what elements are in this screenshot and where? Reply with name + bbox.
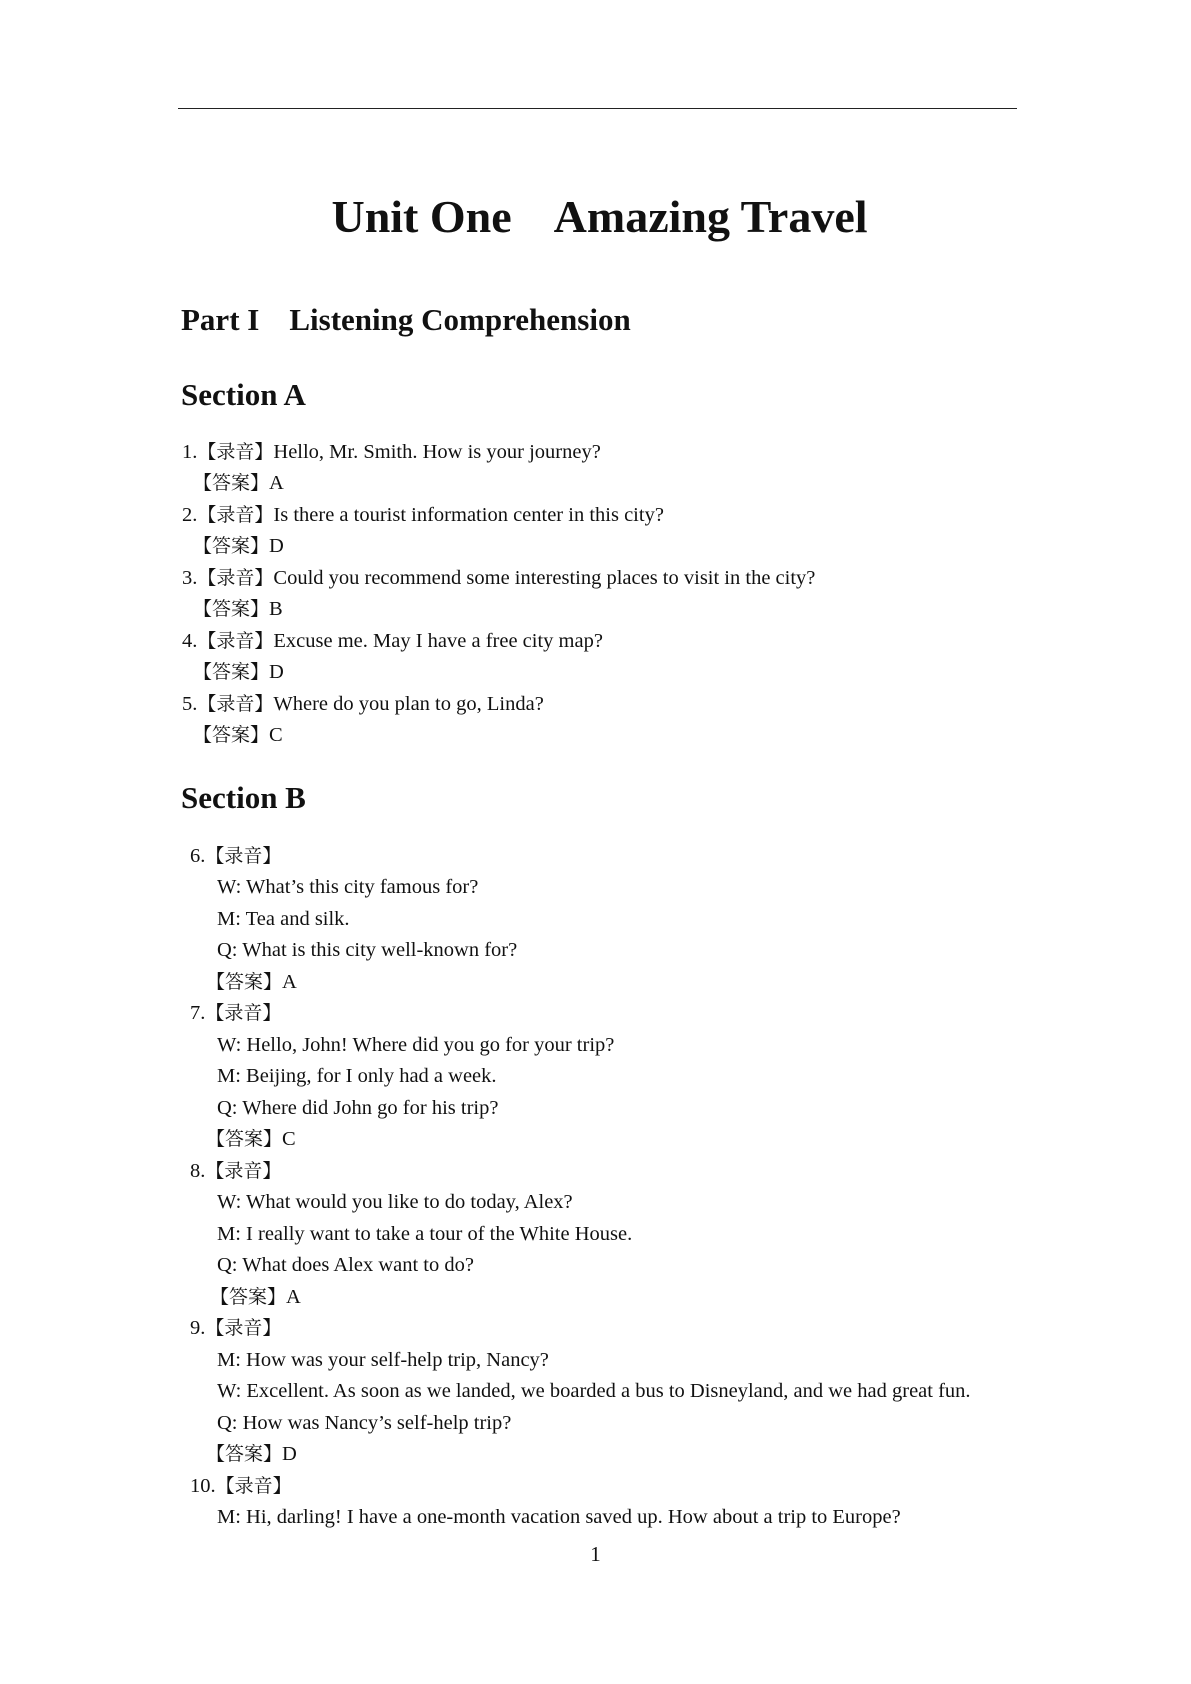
- item-4-recording: 4.【录音】Excuse me. May I have a free city map?: [182, 630, 603, 652]
- item-7-recording: 7.【录音】: [190, 1002, 282, 1024]
- item-10-line: M: Hi, darling! I have a one-month vacation saved up. How about a trip to Europe?: [217, 1506, 901, 1528]
- item-6-line: Q: What is this city well-known for?: [217, 939, 518, 961]
- section-a-title: Section A: [181, 377, 306, 412]
- item-6-line: W: What’s this city famous for?: [217, 876, 479, 898]
- item-9-line: W: Excellent. As soon as we landed, we boarded a bus to Disneyland, and we had great fun.: [217, 1380, 971, 1402]
- item-1-answer: 【答案】A: [193, 472, 284, 494]
- item-7-answer: 【答案】C: [206, 1128, 296, 1150]
- item-4-answer: 【答案】D: [193, 661, 284, 683]
- item-7-line: W: Hello, John! Where did you go for your trip?: [217, 1034, 615, 1056]
- item-1-recording: 1.【录音】Hello, Mr. Smith. How is your journey?: [182, 441, 601, 463]
- item-6-answer: 【答案】A: [206, 971, 297, 993]
- item-9-line: Q: How was Nancy’s self-help trip?: [217, 1412, 512, 1434]
- item-7-line: Q: Where did John go for his trip?: [217, 1097, 499, 1119]
- unit-title-left: Unit One: [331, 191, 512, 242]
- item-9-line: M: How was your self-help trip, Nancy?: [217, 1349, 549, 1371]
- item-7-line: M: Beijing, for I only had a week.: [217, 1065, 497, 1087]
- item-8-line: W: What would you like to do today, Alex?: [217, 1191, 573, 1213]
- page-number: 1: [590, 1542, 601, 1566]
- item-2-answer: 【答案】D: [193, 535, 284, 557]
- item-5-answer: 【答案】C: [193, 724, 283, 746]
- item-2-recording: 2.【录音】Is there a tourist information center in this city?: [182, 504, 664, 526]
- unit-title-right: Amazing Travel: [553, 191, 868, 242]
- part-title: [181, 300, 631, 340]
- item-8-line: M: I really want to take a tour of the White House.: [217, 1223, 633, 1245]
- item-6-recording: 6.【录音】: [190, 845, 282, 867]
- header-rule: [178, 108, 1017, 109]
- part-name: Listening Comprehension: [289, 302, 631, 337]
- item-9-answer: 【答案】D: [206, 1443, 297, 1465]
- unit-title: [0, 188, 1191, 246]
- item-3-answer: 【答案】B: [193, 598, 283, 620]
- part-number: Part I: [181, 302, 260, 337]
- section-b-title: Section B: [181, 780, 306, 815]
- item-8-line: Q: What does Alex want to do?: [217, 1254, 474, 1276]
- item-5-recording: 5.【录音】Where do you plan to go, Linda?: [182, 693, 544, 715]
- item-10-recording: 10.【录音】: [190, 1475, 292, 1497]
- item-8-recording: 8.【录音】: [190, 1160, 282, 1182]
- item-9-recording: 9.【录音】: [190, 1317, 282, 1339]
- item-3-recording: 3.【录音】Could you recommend some interesting places to visit in the city?: [182, 567, 816, 589]
- item-8-answer: 【答案】A: [210, 1286, 301, 1308]
- item-6-line: M: Tea and silk.: [217, 908, 350, 930]
